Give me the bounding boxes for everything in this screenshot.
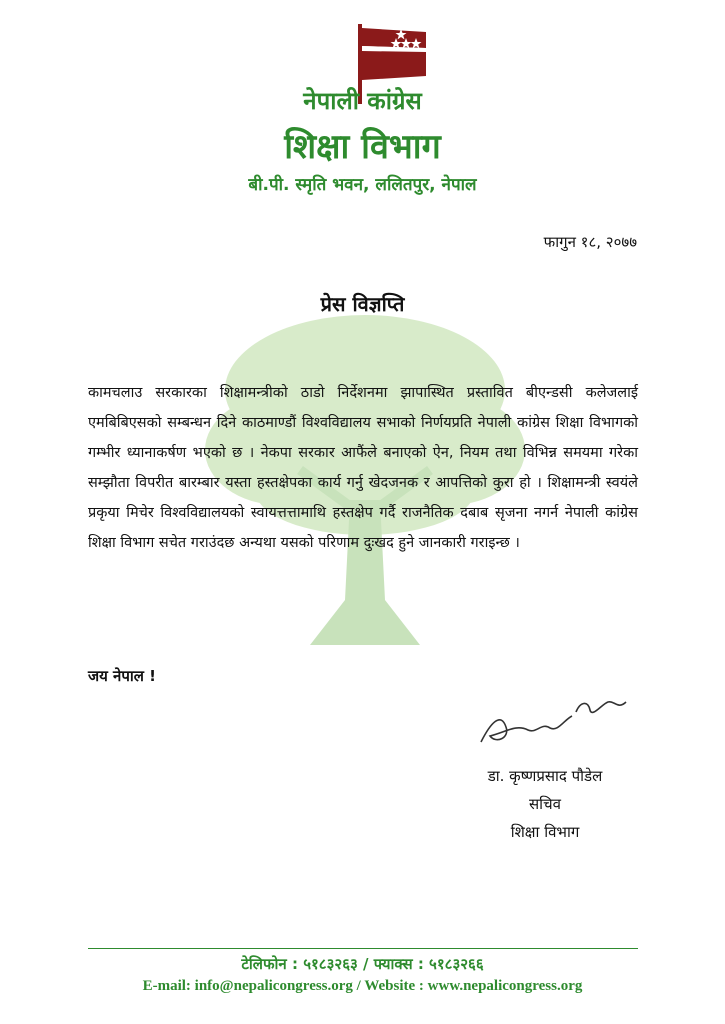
document-title: प्रेस विज्ञप्ति [320,292,405,316]
press-release-body: कामचलाउ सरकारका शिक्षामन्त्रीको ठाडो निर्देशनमा झापास्थित प्रस्तावित बीएन्डसी कलेजलाई एमबिबिएसको सम्बन्धन दिने काठमाण्डौं विश्वविद्यालय सभाको निर्णयप्रति नेपाली कांग्रेस शिक्षा विभागको गम्भीर ध्यानाकर्षण भएको छ । नेकपा सरकार आफैंले बनाएको ऐन, नियम तथा विभिन्न समयमा गरेका सम्झौता विपरीत बारम्बार यस्ता हस्तक्षेपका कार्य गर्नु खेदजनक र आपत्तिको कुरा हो । शिक्षामन्त्री स्वयंले प्रकृया मिचेर विश्वविद्यालयको स्वायत्तत्तामाथि हस्तक्षेप गर्दै राजनैतिक दबाब सृजना नगर्न नेपाली कांग्रेस शिक्षा विभाग सचेत गराउंदछ अन्यथा यसको परिणाम दुःखद हुने जानकारी गराइन्छ । [88,385,638,551]
signatory-name: डा. कृष्णप्रसाद पौडेल [487,767,603,785]
closing-salutation: जय नेपाल ! [88,667,157,685]
footer-contact: E-mail: info@nepalicongress.org / Website : www.nepalicongress.org [142,978,583,994]
signatory-department: शिक्षा विभाग [510,823,580,841]
footer-divider [88,948,638,949]
footer-phone-fax: टेलिफोन : ५१८३२६३ / फ्याक्स : ५१८३२६६ [241,955,484,973]
letter-date: फागुन १८, २०७७ [543,233,637,251]
signature-block [480,762,610,846]
org-address: बी.पी. स्मृति भवन, ललितपुर, नेपाल [248,175,477,195]
org-name: नेपाली कांग्रेस [303,87,422,115]
handwritten-signature [476,682,636,752]
department-title: शिक्षा विभाग [284,127,441,167]
signatory-position: सचिव [529,795,561,813]
